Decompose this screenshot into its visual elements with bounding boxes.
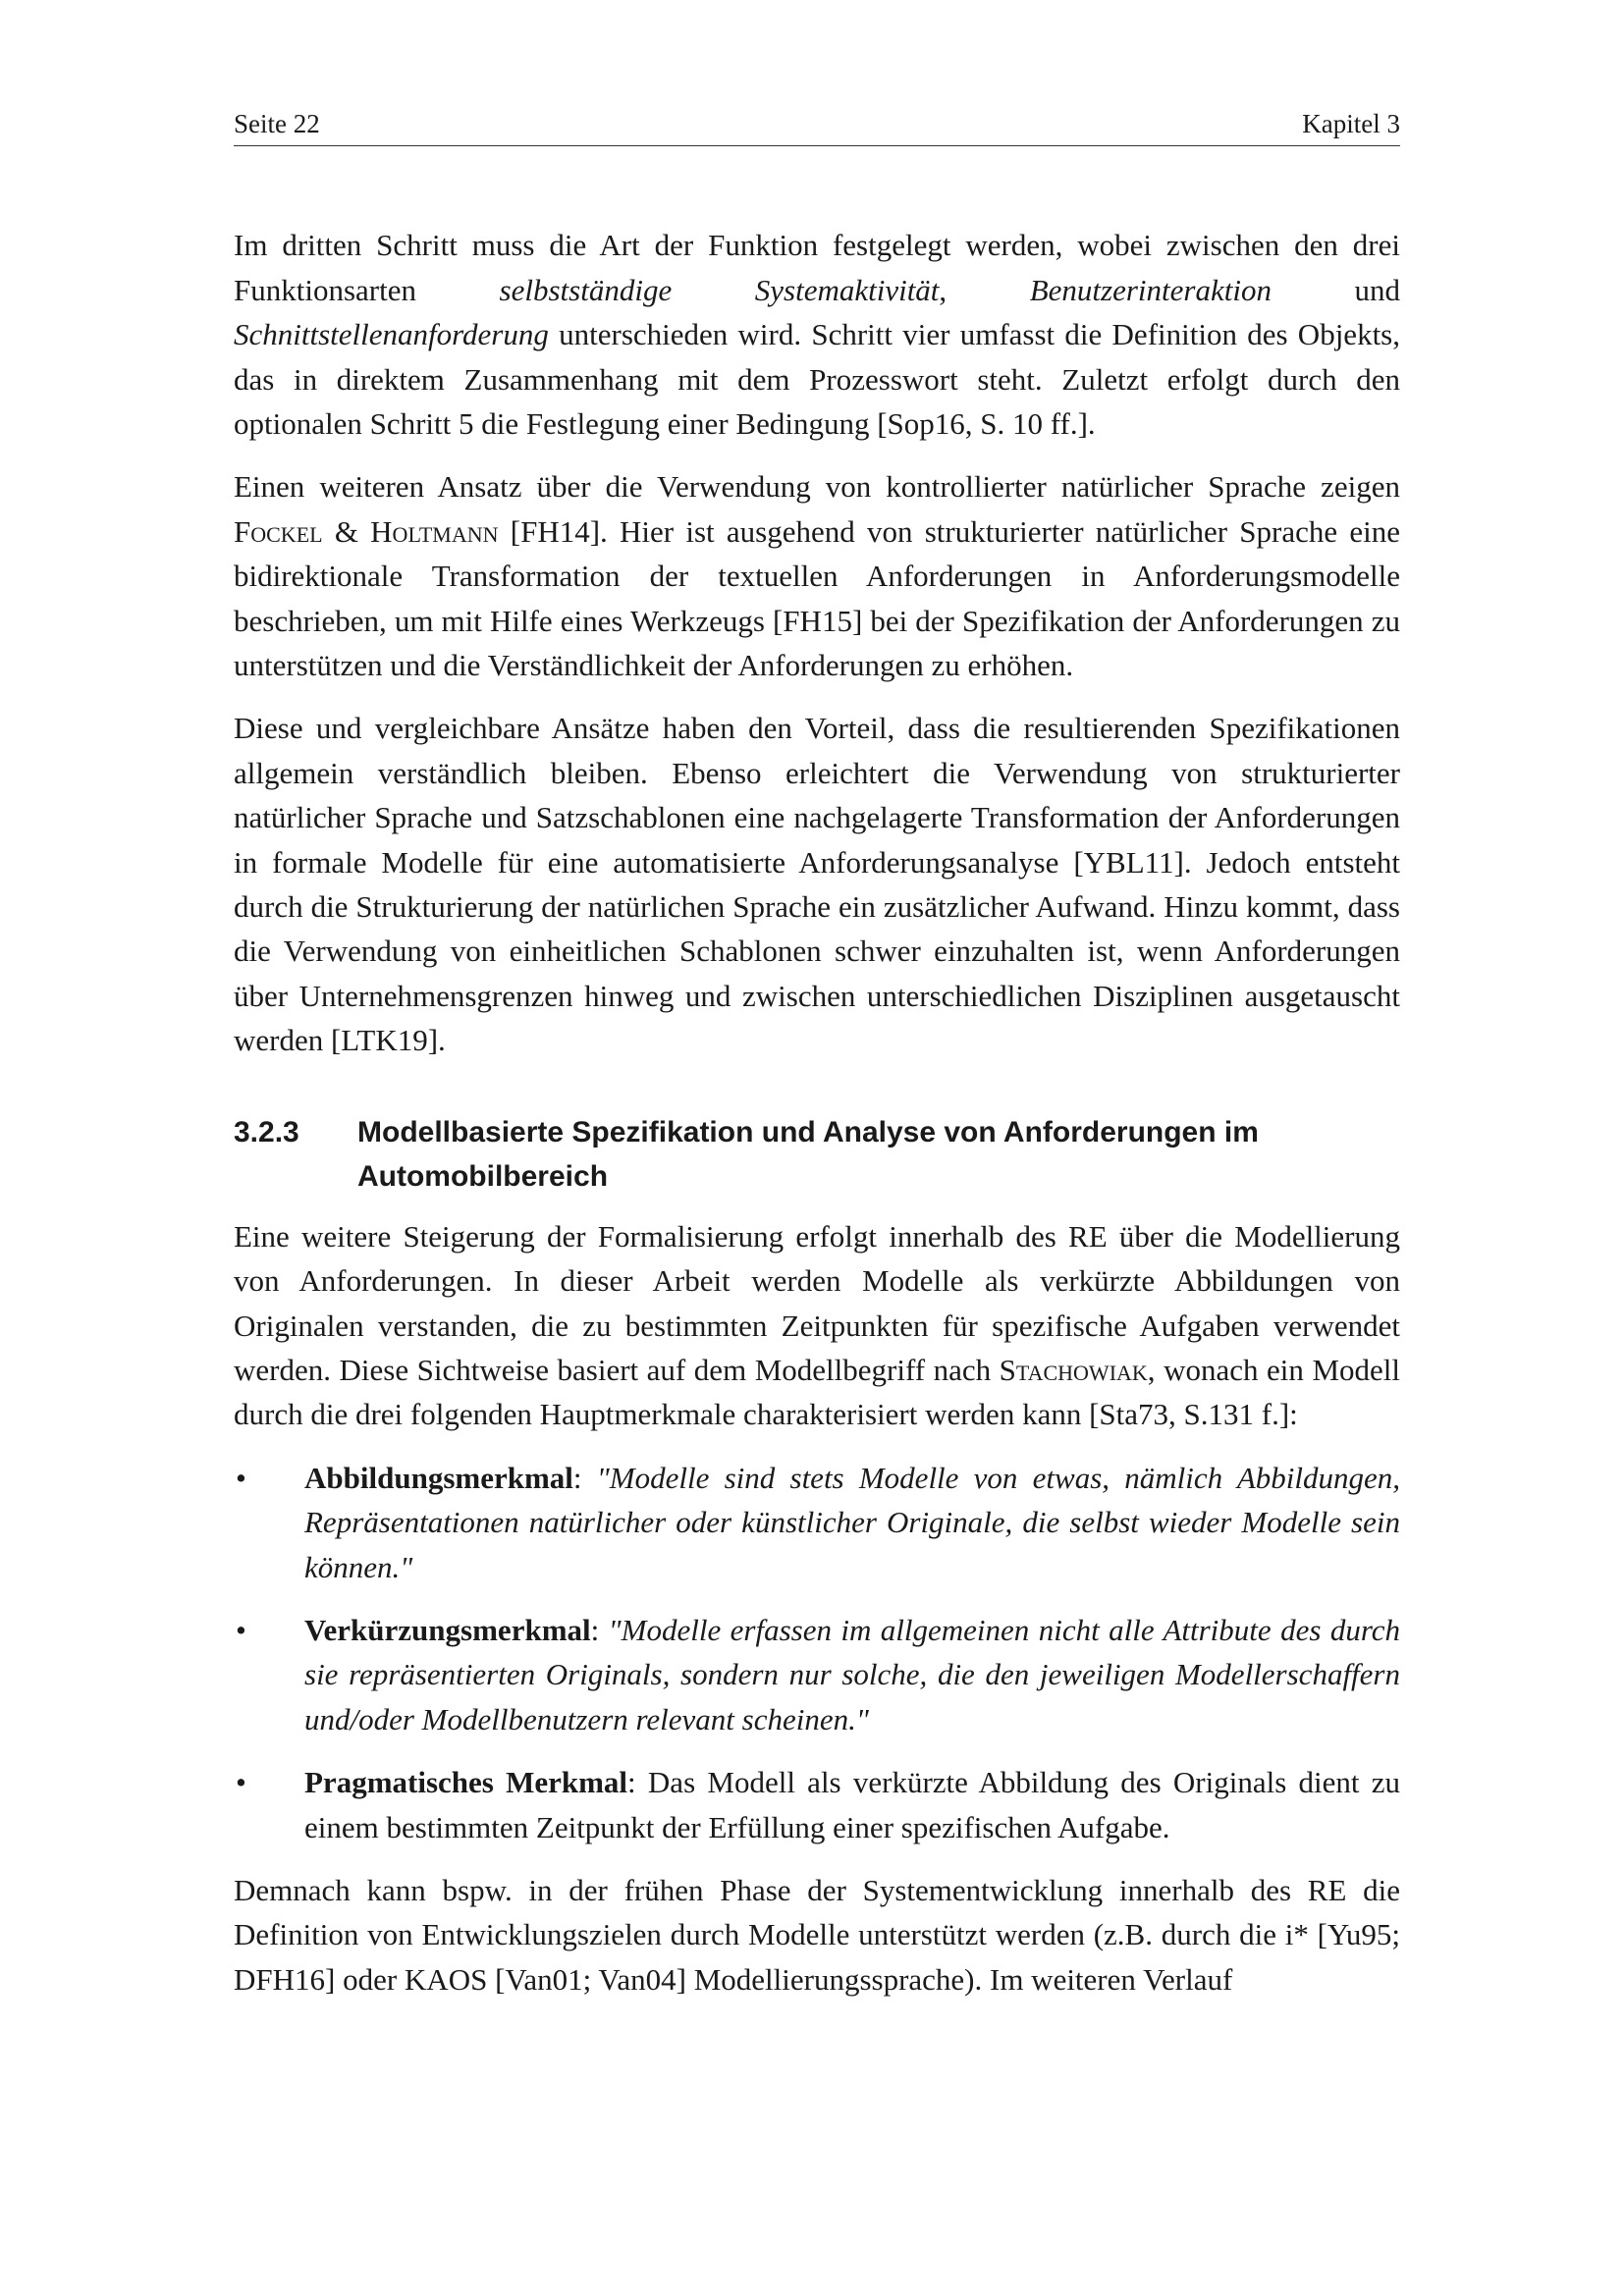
paragraph-advantages: Diese und vergleichbare Ansätze haben den Vorteil, dass die resultierenden Spezifikationen allgemein verständlich bleiben. Ebenso erleichtert die Verwendung von strukturierter natürlicher Sprache und Satzschablonen eine nachgelagerte Transformation der Anforderungen in formale Modelle für eine automatisierte Anforderungsanalyse [YBL11]. Jedoch entsteht durch die Strukturierung der natürlichen Sprache ein zusätzlicher Aufwand. Hinzu kommt, dass die Verwendung von einheitlichen Schablonen schwer einzuhalten ist, wenn Anforderungen über Unternehmensgrenzen hinweg und zwischen unterschiedlichen Disziplinen ausgetauscht werden [LTK19]. — [234, 711, 1400, 1058]
author-name: Holtmann — [370, 513, 499, 549]
list-item — [234, 1608, 1400, 1741]
list-item — [234, 1456, 1400, 1589]
paragraph-controlled-language — [234, 464, 1400, 687]
feature-description: Das Modell als verkürzte Abbildung des Originals dient zu einem bestimmten Zeitpunkt der Erfüllung einer spezifischen Aufgabe. — [304, 1765, 1400, 1844]
paragraph-text: [FH14]. Hier ist ausgehend von strukturierter natürlicher Sprache eine bidirektionale Transformation der textuellen Anforderungen in Anforderungsmodelle beschrieben, um mit Hilfe eines Werkzeugs [FH15] bei der Spezifikation der Anforderungen zu unterstützen und die Verständlichkeit der Anforderungen zu erhöhen. — [234, 513, 1400, 683]
running-header — [234, 108, 1400, 146]
emphasis-term: Schnittstellenanforderung — [234, 317, 549, 352]
section-heading — [234, 1110, 1400, 1199]
page-number: Seite 22 — [234, 109, 320, 138]
paragraph-text: & — [322, 513, 371, 549]
feature-term: Pragmatisches Merkmal — [304, 1765, 628, 1800]
feature-quote: "Modelle erfassen im allgemeinen nicht alle Attribute des durch sie repräsentierten Originals, sondern nur solche, die den jeweiligen Modellerschaffern und/oder Modellbenutzern relevant scheinen." — [304, 1612, 1400, 1736]
section-number: 3.2.3 — [234, 1115, 299, 1148]
paragraph-text: und — [1271, 272, 1400, 307]
body-text — [234, 223, 1400, 2002]
emphasis-term: Benutzerinteraktion — [1029, 272, 1272, 307]
bullet-icon: • — [236, 1460, 246, 1495]
feature-quote: "Modelle sind stets Modelle von etwas, nämlich Abbildungen, Repräsentationen natürlicher oder künstlicher Originale, die selbst wieder Modelle sein können." — [304, 1460, 1400, 1584]
paragraph-model-definition — [234, 1214, 1400, 1437]
author-name: Stachowiak — [999, 1352, 1148, 1387]
paragraph-text: , wonach ein Modell durch die drei folgenden Hauptmerkmale charakterisiert werden kann [Sta73, S.131 f.]: — [234, 1352, 1401, 1432]
paragraph-text: , — [939, 272, 1030, 307]
paragraph-text: Im dritten Schritt muss die Art der Funktion festgelegt werden, wobei zwischen den drei Funktionsarten — [234, 228, 1400, 307]
feature-separator: : — [627, 1765, 648, 1800]
model-features-list — [234, 1456, 1400, 1849]
paragraph-function-types — [234, 223, 1400, 446]
paragraph-text: unterschieden wird. Schritt vier umfasst die Definition des Objekts, das in direktem Zusammenhang mit dem Prozesswort steht. Zuletzt erfolgt durch den optionalen Schritt 5 die Festlegung einer Bedingung [Sop16, S. 10 ff.]. — [234, 317, 1400, 442]
author-name: Fockel — [234, 513, 323, 549]
list-item — [234, 1760, 1400, 1849]
bullet-icon: • — [236, 1765, 246, 1800]
paragraph-early-phase: Demnach kann bspw. in der frühen Phase der Systementwicklung innerhalb des RE die Definition von Entwicklungszielen durch Modelle unterstützt werden (z.B. durch die i* [Yu95; DFH16] oder KAOS [Van01; Van04] Modellierungssprache). Im weiteren Verlauf — [234, 1872, 1400, 1997]
document-page — [234, 108, 1400, 2020]
feature-separator: : — [590, 1612, 609, 1647]
emphasis-term: selbstständige Systemaktivität — [499, 272, 940, 307]
feature-term: Verkürzungsmerkmal — [304, 1612, 591, 1647]
feature-separator: : — [572, 1460, 597, 1495]
feature-term: Abbildungsmerkmal — [304, 1460, 573, 1495]
bullet-icon: • — [236, 1612, 246, 1647]
paragraph-text: Eine weitere Steigerung der Formalisierung erfolgt innerhalb des RE über die Modellierung von Anforderungen. In dieser Arbeit werden Modelle als verkürzte Abbildungen von Originalen verstanden, die zu bestimmten Zeitpunkten für spezifische Aufgaben verwendet werden. Diese Sichtweise basiert auf dem Modellbegriff nach — [234, 1218, 1400, 1387]
chapter-label: Kapitel 3 — [1302, 109, 1400, 138]
section-title: Modellbasierte Spezifikation und Analyse von Anforderungen im Automobilbereich — [357, 1115, 1259, 1193]
paragraph-text: Einen weiteren Ansatz über die Verwendung von kontrollierter natürlicher Sprache zeigen — [234, 469, 1400, 505]
